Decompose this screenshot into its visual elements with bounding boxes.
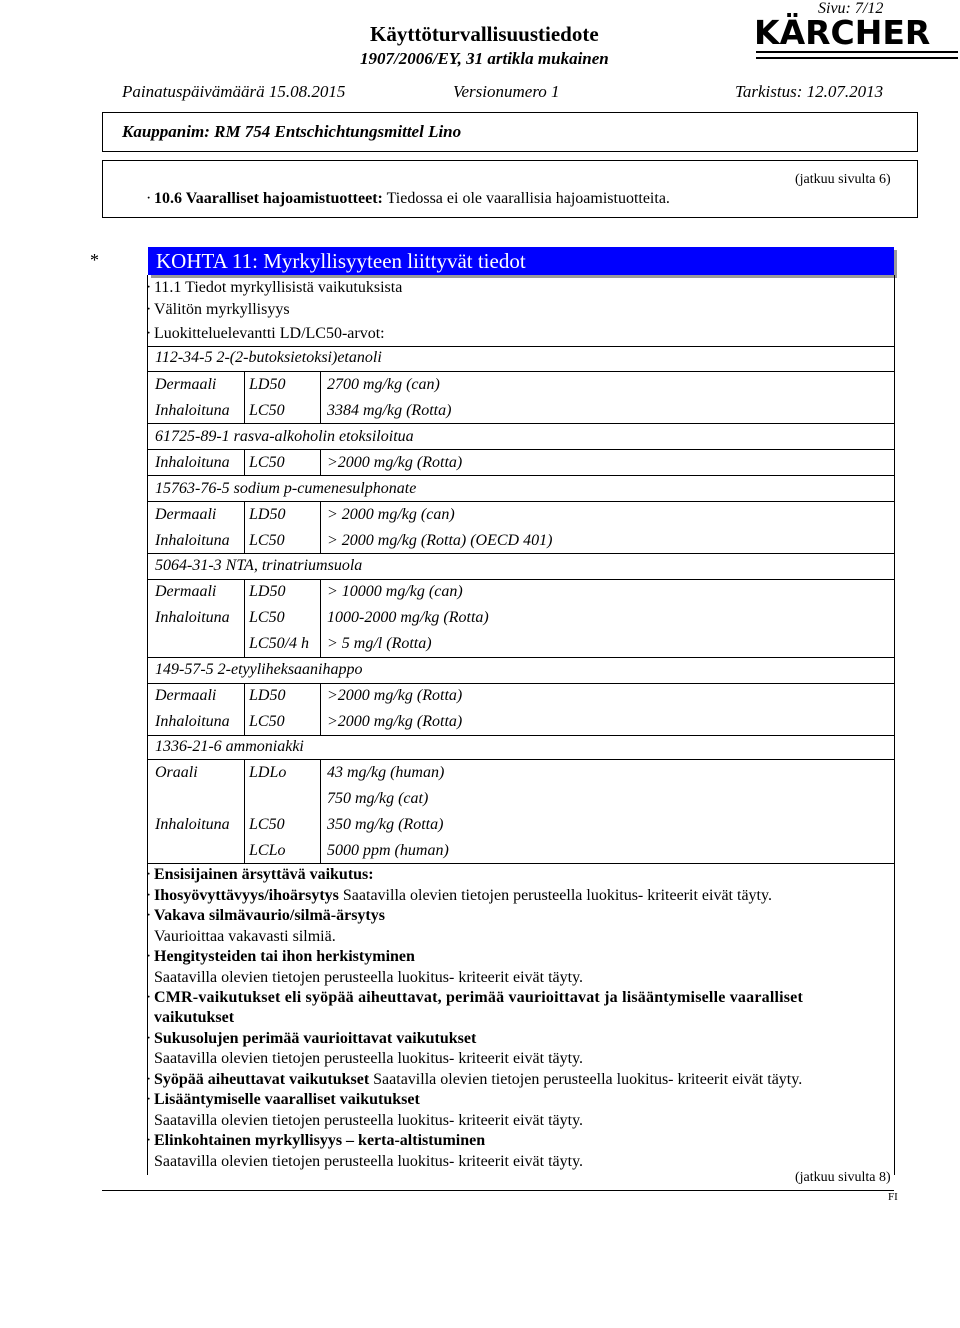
bullet-dot: · <box>146 1071 152 1088</box>
type-cell: LC50 <box>249 532 285 549</box>
route-cell: Oraali <box>155 764 198 781</box>
stot-single-heading: Elinkohtainen myrkyllisyys – kerta-altistuminen <box>154 1132 486 1149</box>
bullet-dot: · <box>146 948 152 965</box>
version-number: Versionumero 1 <box>453 82 560 101</box>
skin-corrosion: Ihosyövyttävyys/ihoärsytys Saatavilla olevien tietojen perusteella luokitus- kriteerit eivät täyty. <box>154 887 772 904</box>
section-11-title: KOHTA 11: Myrkyllisyyteen liittyvät tiedot <box>148 247 894 275</box>
route-cell: Inhaloituna <box>155 816 230 833</box>
value-cell: > 10000 mg/kg (can) <box>327 583 463 600</box>
value-cell: > 2000 mg/kg (Rotta) (OECD 401) <box>327 532 553 549</box>
column-divider <box>320 371 321 423</box>
substance-name: 112-34-5 2-(2-butoksietoksi)etanoli <box>155 349 382 366</box>
type-cell: LC50 <box>249 713 285 730</box>
revision-asterisk: * <box>90 250 99 270</box>
column-divider <box>320 501 321 553</box>
substance-name: 15763-76-5 sodium p-cumenesulphonate <box>155 480 417 497</box>
column-divider <box>244 579 245 657</box>
brand-logo-underline <box>756 51 958 59</box>
column-divider <box>320 449 321 475</box>
cmr-heading-continued: vaikutukset <box>154 1009 235 1026</box>
route-cell: Inhaloituna <box>155 402 230 419</box>
type-cell: LDLo <box>249 764 287 781</box>
eye-damage-text: Vaurioittaa vakavasti silmiä. <box>154 928 336 945</box>
route-cell: Dermaali <box>155 506 217 523</box>
bullet-dot: · <box>146 301 152 318</box>
value-cell: 43 mg/kg (human) <box>327 764 445 781</box>
type-cell: LC50 <box>249 402 285 419</box>
substance-name: 61725-89-1 rasva-alkoholin etoksiloitua <box>155 428 414 445</box>
value-cell: 2700 mg/kg (can) <box>327 376 440 393</box>
eye-damage-heading: Vakava silmävaurio/silmä-ärsytys <box>154 907 385 924</box>
value-cell: > 5 mg/l (Rotta) <box>327 635 432 652</box>
substance-name: 5064-31-3 NTA, trinatriumsuola <box>155 557 363 574</box>
continued-from: (jatkuu sivulta 6) <box>795 172 891 187</box>
route-cell: Inhaloituna <box>155 713 230 730</box>
row-divider <box>147 683 895 684</box>
value-cell: 750 mg/kg (cat) <box>327 790 429 807</box>
subsection-11-1: 11.1 Tiedot myrkyllisistä vaikutuksista <box>154 279 403 296</box>
type-cell: LD50 <box>249 506 286 523</box>
decomposition-products: 10.6 Vaaralliset hajoamistuotteet: Tiedossa ei ole vaarallisia hajoamistuotteita. <box>154 190 670 207</box>
document-title: Käyttöturvallisuustiedote <box>370 22 599 46</box>
table-top-border <box>147 346 895 347</box>
value-cell: 5000 ppm (human) <box>327 842 449 859</box>
acute-toxicity: Välitön myrkyllisyys <box>154 301 290 318</box>
route-cell: Inhaloituna <box>155 532 230 549</box>
column-divider <box>320 759 321 863</box>
type-cell: LD50 <box>249 583 286 600</box>
column-divider <box>244 371 245 423</box>
mutagenicity-heading: Sukusolujen perimää vaurioittavat vaikutukset <box>154 1030 477 1047</box>
type-cell: LC50/4 h <box>249 635 310 652</box>
revision-date: Tarkistus: 12.07.2013 <box>735 82 884 101</box>
row-divider <box>147 553 895 554</box>
page-number: Sivu: 7/12 <box>818 0 884 17</box>
substance-name: 1336-21-6 ammoniakki <box>155 738 304 755</box>
reproductive-heading: Lisääntymiselle vaaralliset vaikutukset <box>154 1091 420 1108</box>
bullet-dot: · <box>146 887 152 904</box>
row-divider <box>147 501 895 502</box>
route-cell: Inhaloituna <box>155 454 230 471</box>
type-cell: LC50 <box>249 609 285 626</box>
column-divider <box>320 683 321 735</box>
bullet-dot: · <box>146 989 152 1006</box>
value-cell: >2000 mg/kg (Rotta) <box>327 713 463 730</box>
right-margin-line <box>894 275 895 1175</box>
type-cell: LC50 <box>249 816 285 833</box>
substance-name: 149-57-5 2-etyyliheksaanihappo <box>155 661 363 678</box>
route-cell: Inhaloituna <box>155 609 230 626</box>
language-code: FI <box>888 1191 898 1203</box>
reproductive-text: Saatavilla olevien tietojen perusteella luokitus- kriteerit eivät täyty. <box>154 1112 584 1129</box>
bullet-dot: · <box>146 279 152 296</box>
bullet-dot: · <box>146 866 152 883</box>
type-cell: LC50 <box>249 454 285 471</box>
row-divider <box>147 579 895 580</box>
row-divider <box>147 759 895 760</box>
bullet-dot: · <box>146 1091 152 1108</box>
footer-line <box>102 1190 894 1191</box>
row-divider <box>147 475 895 476</box>
carcinogenicity: Syöpää aiheuttavat vaikutukset Saatavilla olevien tietojen perusteella luokitus- kriteerit eivät täyty. <box>154 1071 803 1088</box>
type-cell: LD50 <box>249 376 286 393</box>
stot-single-text: Saatavilla olevien tietojen perusteella luokitus- kriteerit eivät täyty. <box>154 1153 584 1170</box>
value-cell: 3384 mg/kg (Rotta) <box>327 402 452 419</box>
table-bottom-border <box>147 863 895 864</box>
continued-to: (jatkuu sivulta 8) <box>795 1170 891 1185</box>
bullet-dot: · <box>146 907 152 924</box>
type-cell: LD50 <box>249 687 286 704</box>
value-cell: 1000-2000 mg/kg (Rotta) <box>327 609 489 626</box>
column-divider <box>244 449 245 475</box>
bullet-dot: · <box>146 325 152 342</box>
brand-logo: KÄRCHER <box>754 13 931 52</box>
document-subtitle: 1907/2006/EY, 31 artikla mukainen <box>360 49 609 68</box>
column-divider <box>244 683 245 735</box>
type-cell: LCLo <box>249 842 286 859</box>
row-divider <box>147 449 895 450</box>
trade-name: Kauppanim: RM 754 Entschichtungsmittel Lino <box>122 122 462 141</box>
route-cell: Dermaali <box>155 583 217 600</box>
column-divider <box>320 579 321 657</box>
primary-irritant-heading: Ensisijainen ärsyttävä vaikutus: <box>154 866 374 883</box>
print-date: Painatuspäivämäärä 15.08.2015 <box>122 82 346 101</box>
route-cell: Dermaali <box>155 376 217 393</box>
row-divider <box>147 735 895 736</box>
ld-lc50-title: Luokitteluelevantti LD/LC50-arvot: <box>154 325 385 342</box>
value-cell: >2000 mg/kg (Rotta) <box>327 454 463 471</box>
cmr-heading: CMR-vaikutukset eli syöpää aiheuttavat, perimää vaurioittavat ja lisääntymiselle vaaralliset <box>154 989 804 1006</box>
value-cell: >2000 mg/kg (Rotta) <box>327 687 463 704</box>
row-divider <box>147 657 895 658</box>
column-divider <box>244 759 245 863</box>
mutagenicity-text: Saatavilla olevien tietojen perusteella luokitus- kriteerit eivät täyty. <box>154 1050 584 1067</box>
value-cell: 350 mg/kg (Rotta) <box>327 816 444 833</box>
sensitisation-heading: Hengitysteiden tai ihon herkistyminen <box>154 948 415 965</box>
row-divider <box>147 371 895 372</box>
value-cell: > 2000 mg/kg (can) <box>327 506 455 523</box>
route-cell: Dermaali <box>155 687 217 704</box>
row-divider <box>147 423 895 424</box>
bullet-dot: · <box>146 190 152 207</box>
sensitisation-text: Saatavilla olevien tietojen perusteella luokitus- kriteerit eivät täyty. <box>154 969 584 986</box>
bullet-dot: · <box>146 1132 152 1149</box>
column-divider <box>244 501 245 553</box>
bullet-dot: · <box>146 1030 152 1047</box>
